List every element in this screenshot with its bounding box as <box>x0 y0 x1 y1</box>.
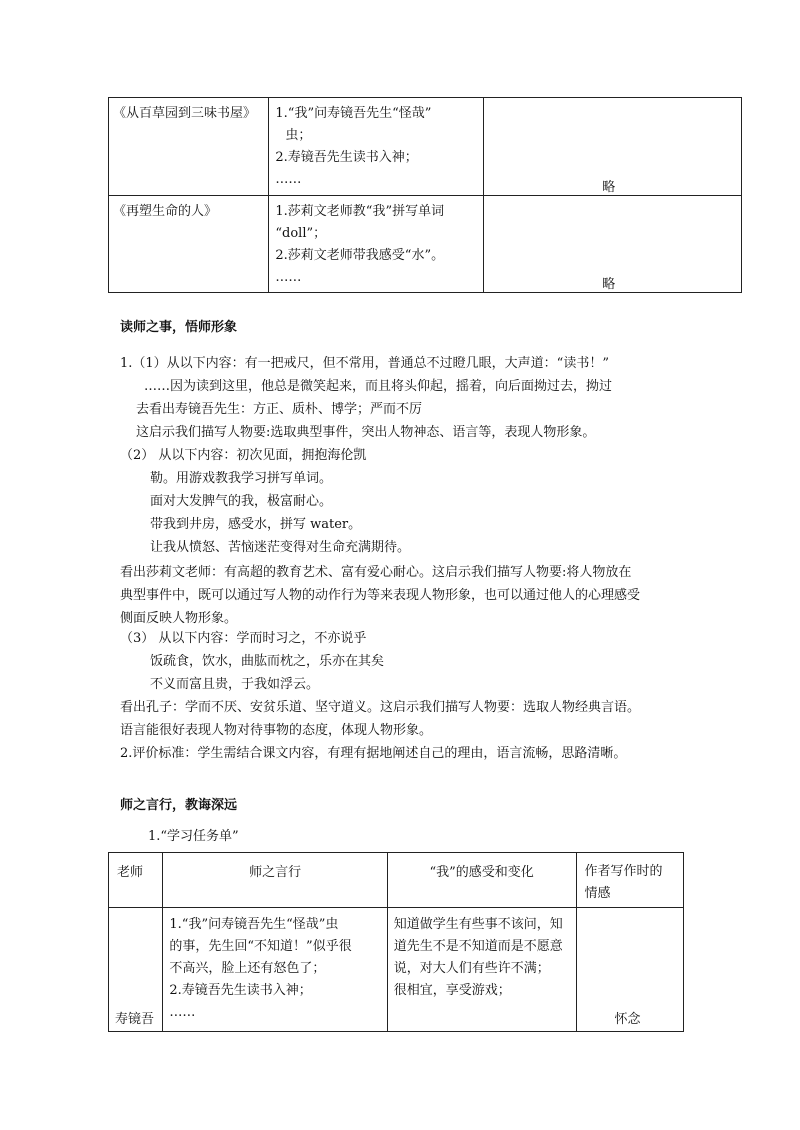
table-row <box>109 908 684 1032</box>
cell-line: 说，对大人们有些许不满； <box>393 961 550 976</box>
paragraph-line: 1.（1）从以下内容：有一把戒尺，但不常用，普通总不过瞪几眼，大声道：“读书！” <box>120 356 609 371</box>
events-cell <box>269 196 484 293</box>
paragraph-line: 典型事件中，既可以通过写人物的动作行为等来表现人物形象，也可以通过他人的心理感受 <box>120 588 641 603</box>
cell-line: 不高兴，脸上还有怒色了； <box>169 961 326 976</box>
paragraph-line: 带我到井房，感受水，拼写 water。 <box>150 517 362 532</box>
paragraph-line: 侧面反映人物形象。 <box>120 611 238 626</box>
paragraph-line: （3） 从以下内容：学而时习之，不亦说乎 <box>120 631 367 646</box>
teacher-name: 寿镜吾 <box>115 1012 155 1027</box>
subtitle: 1.“学习任务单” <box>148 829 239 844</box>
header-words-deeds: 师之言行 <box>163 853 387 908</box>
event-line: 2.莎莉文老师带我感受“水”。 <box>275 248 445 263</box>
table-row <box>109 196 742 293</box>
section-heading: 读师之事，悟师形象 <box>120 320 238 335</box>
cell-line: 的事，先生回“不知道！”似乎很 <box>169 939 352 954</box>
event-line: 虫； <box>285 128 312 143</box>
event-line: “doll”； <box>275 226 327 241</box>
emotion-text: 怀念 <box>614 1012 641 1027</box>
cell-line: 2.寿镜吾先生读书入神； <box>169 983 312 998</box>
paragraph-line: 看出莎莉文老师：有高超的教育艺术、富有爱心耐心。这启示我们描写人物要:将人物放在 <box>120 565 632 580</box>
emotion-cell <box>576 908 683 1032</box>
book-title-cell <box>109 98 269 196</box>
paragraph-line: 语言能很好表现人物对待事物的态度，体现人物形象。 <box>120 723 433 738</box>
cell-line: …… <box>169 1005 196 1020</box>
header-teacher: 老师 <box>109 853 163 908</box>
paragraph-line: 让我从愤怒、苦恼迷茫变得对生命充满期待。 <box>150 540 411 555</box>
paragraph-line: 这启示我们描写人物要:选取典型事件，突出人物神态、语言等，表现人物形象。 <box>136 425 596 440</box>
event-line: …… <box>275 172 302 187</box>
note-text: 略 <box>602 277 616 292</box>
paragraph-line: 面对大发脾气的我，极富耐心。 <box>150 494 333 509</box>
table-row <box>109 98 742 196</box>
words-deeds-cell <box>163 908 387 1032</box>
table-task-sheet <box>108 852 684 1032</box>
book-title: 《再塑生命的人》 <box>113 204 218 219</box>
paragraph-line: 看出孔子：学而不厌、安贫乐道、坚守道义。这启示我们描写人物要：选取人物经典言语。 <box>120 700 641 715</box>
cell-line: 很相宜，享受游戏； <box>393 983 511 998</box>
cell-line: 1.“我”问寿镜吾先生“怪哉”虫 <box>169 917 339 932</box>
header-emotion: 作者写作时的 情感 <box>576 853 683 908</box>
cell-line: 知道做学生有些事不该问，知 <box>393 917 563 932</box>
paragraph-line: 饭疏食，饮水，曲肱而枕之，乐亦在其矣 <box>150 654 385 669</box>
section-heading: 师之言行，教诲深远 <box>120 798 238 813</box>
note-text: 略 <box>602 180 616 195</box>
paragraph-line: ……因为读到这里，他总是微笑起来，而且将头仰起，摇着，向后面拗过去，拗过 <box>144 379 613 394</box>
event-line: 2.寿镜吾先生读书入神； <box>275 150 418 165</box>
event-line: 1.莎莉文老师教“我”拼写单词 <box>275 204 445 219</box>
teacher-cell <box>109 908 163 1032</box>
cell-line: 道先生不是不知道而是不愿意 <box>393 939 563 954</box>
header-feelings: “我”的感受和变化 <box>387 853 576 908</box>
paragraph-line: 勒。用游戏教我学习拼写单词。 <box>150 471 333 486</box>
note-cell <box>484 98 742 196</box>
book-title: 《从百草园到三味书屋》 <box>113 106 257 121</box>
paragraph-line: 2.评价标准：学生需结合课文内容，有理有据地阐述自己的理由，语言流畅，思路清晰。 <box>120 746 627 761</box>
book-title-cell <box>109 196 269 293</box>
note-cell <box>484 196 742 293</box>
events-cell <box>269 98 484 196</box>
event-line: …… <box>275 270 302 285</box>
event-line: 1.“我”问寿镜吾先生“怪哉” <box>275 106 432 121</box>
table-header-row <box>109 853 684 908</box>
paragraph-line: 去看出寿镜吾先生：方正、质朴、博学；严而不厉 <box>136 402 423 417</box>
paragraph-line: （2） 从以下内容：初次见面，拥抱海伦凯 <box>120 448 367 463</box>
table-readings <box>108 97 742 293</box>
paragraph-line: 不义而富且贵，于我如浮云。 <box>150 677 320 692</box>
feelings-cell <box>387 908 576 1032</box>
